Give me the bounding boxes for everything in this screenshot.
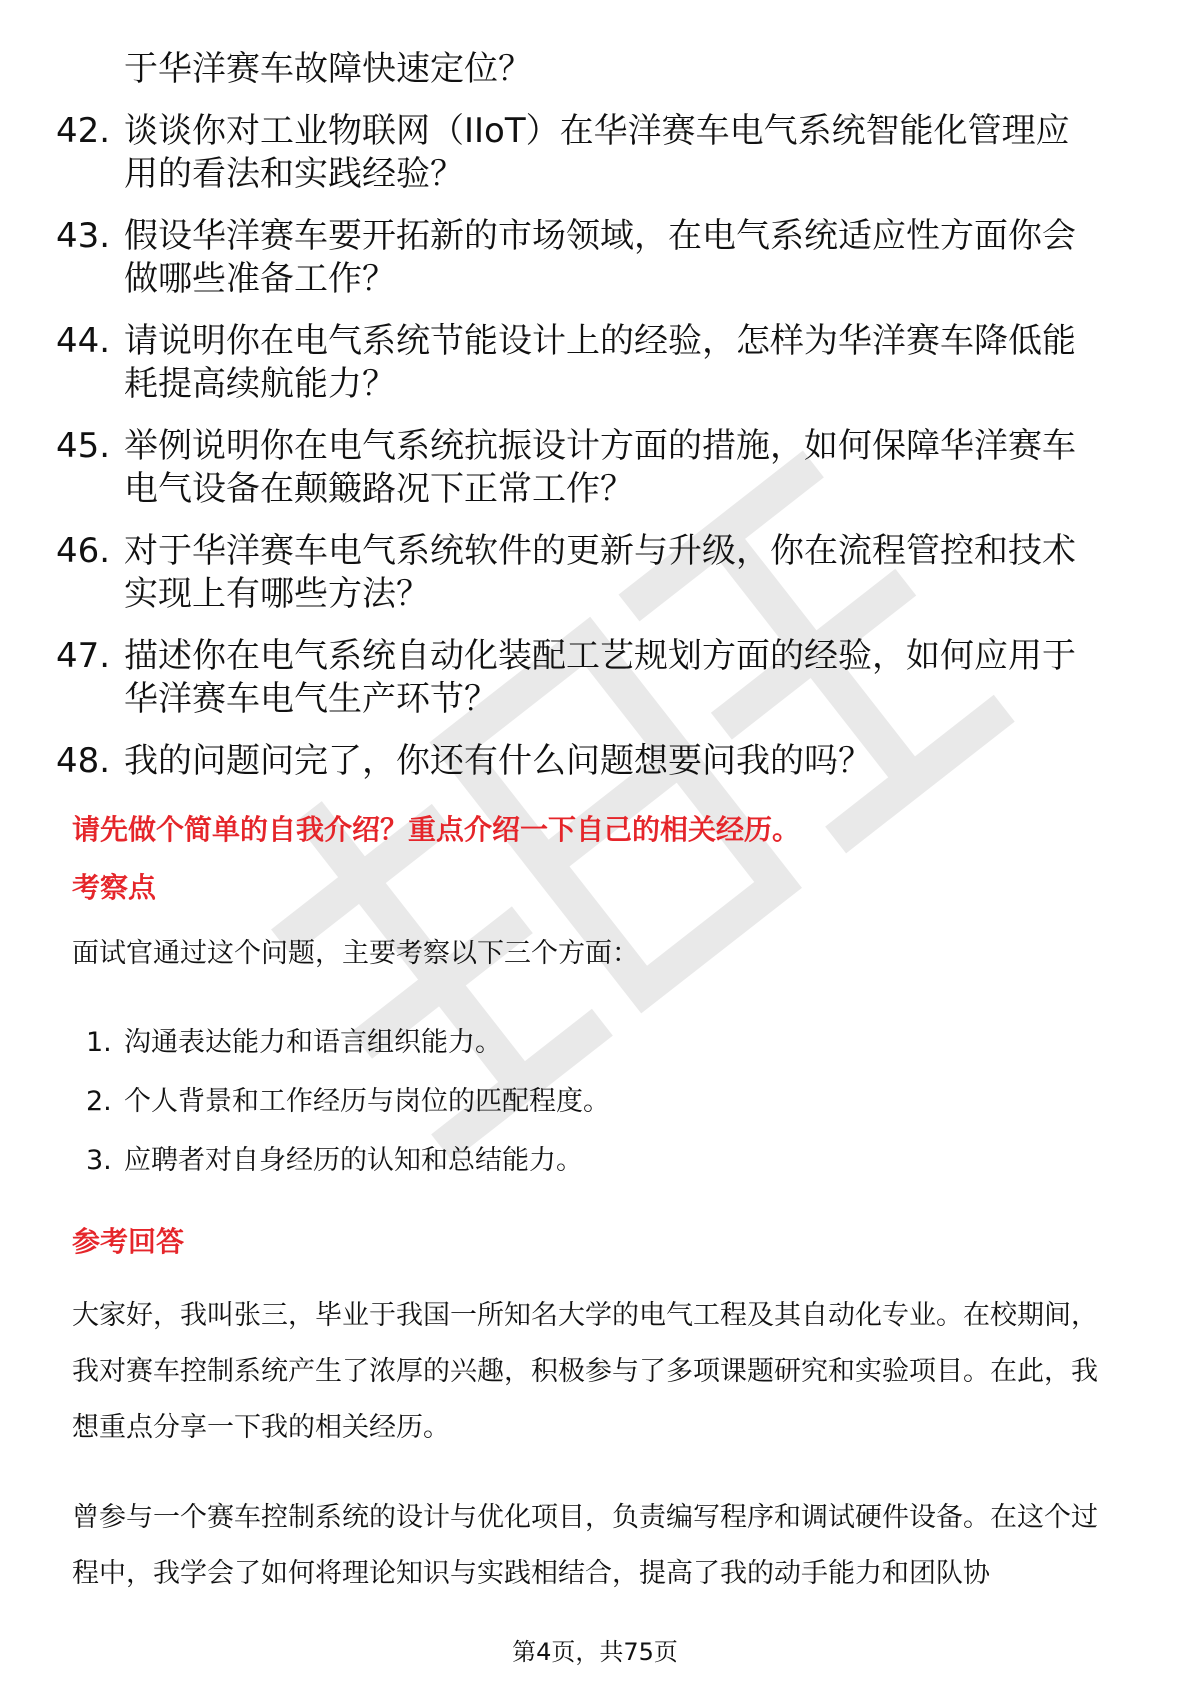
answer-paragraph: 曾参与一个赛车控制系统的设计与优化项目，负责编写程序和调试硬件设备。在这个过程中，我学会了如何将理论知识与实践相结合，提高了我的动手能力和团队协 [72, 1502, 1098, 1589]
question-item [56, 425, 1136, 511]
question-text [124, 110, 1136, 196]
question-text [124, 740, 1136, 783]
question-number [56, 48, 124, 91]
answer-paragraph: 大家好，我叫张三，毕业于我国一所知名大学的电气工程及其自动化专业。在校期间，我对赛车控制系统产生了浓厚的兴趣，积极参与了多项课题研究和实验项目。在此，我想重点分享一下我的相关经历。 [72, 1300, 1098, 1443]
question-line: 做哪些准备工作？ [124, 259, 396, 299]
question-number: 47. [56, 636, 111, 676]
question-item [56, 48, 1136, 91]
question-text [124, 320, 1136, 406]
question-line: 假设华洋赛车要开拓新的市场领域，在电气系统适应性方面你会 [124, 216, 1076, 256]
question-number: 42. [56, 111, 111, 151]
question-item [56, 110, 1136, 196]
question-line: 举例说明你在电气系统抗振设计方面的措施，如何保障华洋赛车 [124, 426, 1076, 466]
question-text [124, 215, 1136, 301]
question-line: 用的看法和实践经验？ [124, 154, 464, 194]
question-line: 华洋赛车电气生产环节？ [124, 679, 498, 719]
question-number: 44. [56, 321, 111, 361]
question-number: 48. [56, 741, 111, 781]
list-text: 沟通表达能力和语言组织能力。 [124, 1027, 502, 1058]
list-text: 个人背景和工作经历与岗位的匹配程度。 [124, 1086, 610, 1117]
question-number: 45. [56, 426, 111, 466]
list-text: 应聘者对自身经历的认知和总结能力。 [124, 1145, 583, 1176]
list-item [86, 1025, 610, 1084]
question-list [56, 48, 1136, 802]
list-item [86, 1084, 610, 1143]
points-list [86, 1025, 610, 1202]
question-number: 46. [56, 531, 111, 571]
question-item [56, 215, 1136, 301]
question-item [56, 740, 1136, 783]
points-heading: 考察点 [72, 871, 157, 904]
question-line: 实现上有哪些方法？ [124, 574, 430, 614]
question-line: 我的问题问完了，你还有什么问题想要问我的吗？ [124, 741, 872, 781]
points-intro: 面试官通过这个问题，主要考察以下三个方面： [72, 938, 639, 969]
question-line: 谈谈你对工业物联网（IIoT）在华洋赛车电气系统智能化管理应 [124, 111, 1070, 151]
question-line: 对于华洋赛车电气系统软件的更新与升级，你在流程管控和技术 [124, 531, 1076, 571]
question-item [56, 635, 1136, 721]
question-line: 耗提高续航能力？ [124, 364, 396, 404]
question-text [124, 48, 1136, 91]
question-line: 电气设备在颠簸路况下正常工作？ [124, 469, 634, 509]
question-item [56, 320, 1136, 406]
question-item [56, 530, 1136, 616]
question-text [124, 635, 1136, 721]
question-line: 请说明你在电气系统节能设计上的经验，怎样为华洋赛车降低能 [124, 321, 1076, 361]
list-number: 3. [86, 1145, 112, 1176]
section-title: 请先做个简单的自我介绍？重点介绍一下自己的相关经历。 [72, 813, 801, 846]
list-number: 1. [86, 1027, 112, 1058]
question-line: 描述你在电气系统自动化装配工艺规划方面的经验，如何应用于 [124, 636, 1076, 676]
question-number: 43. [56, 216, 111, 256]
list-item [86, 1143, 610, 1202]
question-text [124, 425, 1136, 511]
answer-heading: 参考回答 [72, 1225, 185, 1258]
page-footer: 第4页，共75页 [512, 1638, 678, 1666]
list-number: 2. [86, 1086, 112, 1117]
question-text [124, 530, 1136, 616]
question-line: 于华洋赛车故障快速定位？ [124, 49, 532, 89]
